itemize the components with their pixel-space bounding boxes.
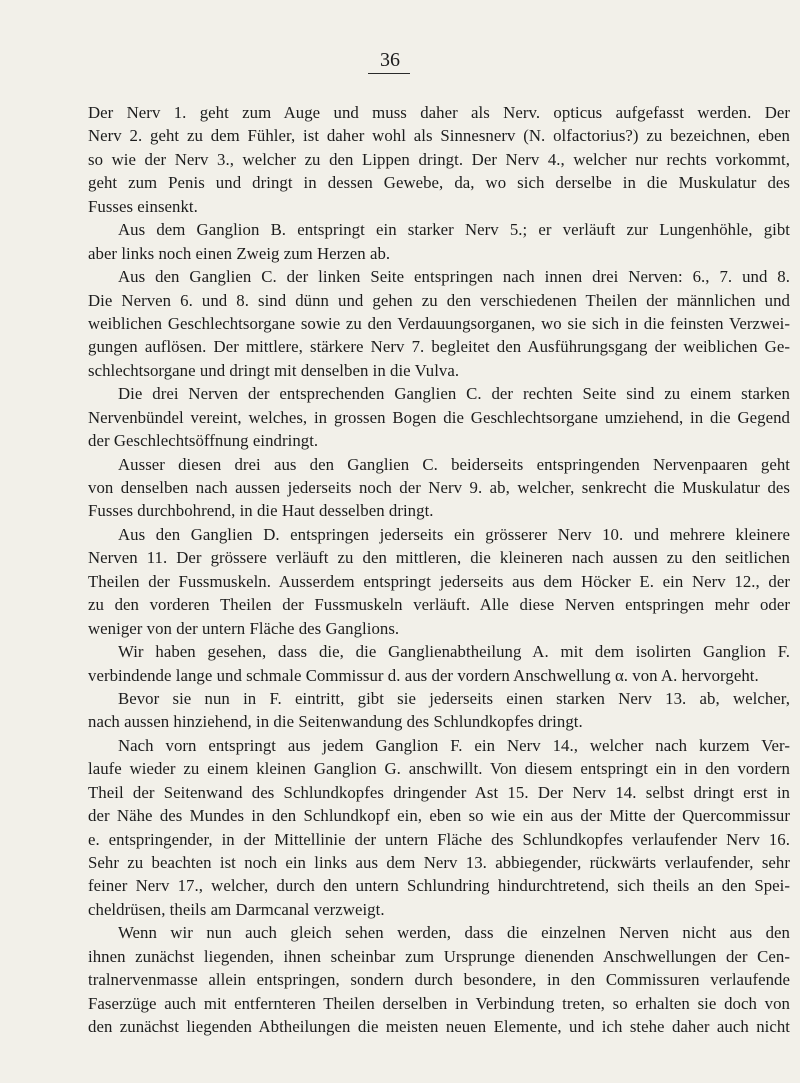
text-line: Die drei Nerven der entsprechenden Ganglien C. der rechten Seite sind zu einem starken [118, 384, 790, 404]
text-line: zu den vorderen Theilen der Fussmuskeln verläuft. Alle diese Nerven entspringen mehr oder [88, 595, 790, 615]
text-line: feiner Nerv 17., welcher, durch den untern Schlundring hindurchtretend, sich theils an den Spei- [88, 876, 790, 896]
text-line: nach aussen hinziehend, in die Seitenwandung des Schlundkopfes dringt. [88, 712, 583, 732]
text-line: tralnervenmasse allein entspringen, sondern durch besondere, in den Commissuren verlaufende [88, 970, 790, 990]
text-line: Nervenbündel vereint, welches, in grossen Bogen die Geschlechtsorgane umziehend, in die Gegend [88, 407, 790, 427]
text-line: schlechtsorgane und dringt mit denselben in die Vulva. [88, 360, 460, 380]
text-line: Fusses einsenkt. [88, 196, 198, 216]
text-line: der Geschlechtsöffnung eindringt. [88, 431, 319, 451]
text-line: von denselben nach aussen jederseits noch der Nerv 9. ab, welcher, senkrecht die Muskulatur des [88, 478, 790, 497]
text-line: Faserzüge auch mit entfernteren Theilen derselben in Verbindung treten, so erhalten sie doch von [88, 993, 790, 1013]
text-line: ihnen zunächst liegenden, ihnen scheinbar zum Ursprunge dienenden Anschwellungen der Cen- [88, 946, 790, 966]
body-text [88, 101, 790, 1039]
text-line: den zunächst liegenden Abtheilungen die meisten neuen Elemente, und ich stehe daher auch nicht [88, 1017, 790, 1037]
text-line: Nach vorn entspringt aus jedem Ganglion F. ein Nerv 14., welcher nach kurzem Ver- [118, 735, 790, 755]
text-line: Aus den Ganglien D. entspringen jederseits ein grösserer Nerv 10. und mehrere kleinere [118, 524, 790, 544]
text-line: aber links noch einen Zweig zum Herzen ab. [88, 243, 391, 263]
text-line: Theil der Seitenwand des Schlundkopfes dringender Ast 15. Der Nerv 14. selbst dringt erst in [88, 782, 790, 802]
text-line: Die Nerven 6. und 8. sind dünn und gehen zu den verschiedenen Theilen der männlichen und [88, 290, 790, 310]
text-line: Sehr zu beachten ist noch ein links aus dem Nerv 13. abbiegender, rückwärts verlaufender, sehr [88, 853, 790, 872]
text-line: Nerven 11. Der grössere verläuft zu den mittleren, die kleineren nach aussen zu den seitlichen [88, 548, 790, 568]
text-line: Wenn wir nun auch gleich sehen werden, dass die einzelnen Nerven nicht aus den [118, 923, 790, 943]
text-line: verbindende lange und schmale Commissur d. aus der vordern Anschwellung α. von A. hervorgeht. [88, 665, 759, 685]
text-line: weiblichen Geschlechtsorgane sowie zu den Verdauungsorganen, wo sie sich in die feinsten Verzwei- [88, 313, 790, 333]
text-line: der Nähe des Mundes in den Schlundkopf ein, eben so wie ein aus der Mitte der Quercommissur [88, 806, 790, 826]
text-line: so wie der Nerv 3., welcher zu den Lippen dringt. Der Nerv 4., welcher nur rechts vorkommt, [88, 149, 790, 169]
text-line: geht zum Penis und dringt in dessen Gewebe, da, wo sich derselbe in die Muskulatur des [88, 173, 790, 193]
text-line: e. entspringender, in der Mittellinie der untern Fläche des Schlundkopfes verlaufender Nerv 16. [88, 829, 790, 849]
text-line: Wir haben gesehen, dass die, die Ganglienabtheilung A. mit dem isolirten Ganglion F. [118, 642, 790, 662]
text-line: Fusses durchbohrend, in die Haut desselben dringt. [88, 501, 434, 521]
text-line: weniger von der untern Fläche des Ganglions. [88, 618, 400, 638]
page-number-rule [368, 73, 410, 74]
page-number: 36 [380, 49, 400, 71]
text-line: laufe wieder zu einem kleinen Ganglion G. anschwillt. Von diesem entspringt ein in den vordern [88, 759, 790, 779]
text-line: Ausser diesen drei aus den Ganglien C. beiderseits entspringenden Nervenpaaren geht [118, 454, 790, 474]
text-line: gungen auflösen. Der mittlere, stärkere Nerv 7. begleitet den Ausführungsgang der weiblichen Ge- [88, 337, 790, 357]
text-line: cheldrüsen, theils am Darmcanal verzweigt. [88, 899, 385, 919]
text-line: Aus den Ganglien C. der linken Seite entspringen nach innen drei Nerven: 6., 7. und 8. [118, 267, 790, 287]
text-line: Aus dem Ganglion B. entspringt ein starker Nerv 5.; er verläuft zur Lungenhöhle, gibt [118, 220, 790, 240]
text-line: Theilen der Fussmuskeln. Ausserdem entspringt jederseits aus dem Höcker E. ein Nerv 12., der [88, 571, 790, 591]
text-line: Der Nerv 1. geht zum Auge und muss daher als Nerv. opticus aufgefasst werden. Der [88, 103, 790, 122]
text-line: Bevor sie nun in F. eintritt, gibt sie jederseits einen starken Nerv 13. ab, welcher, [118, 688, 790, 708]
text-line: Nerv 2. geht zu dem Fühler, ist daher wohl als Sinnesnerv (N. olfactorius?) zu bezeichnen, eben [88, 126, 790, 146]
